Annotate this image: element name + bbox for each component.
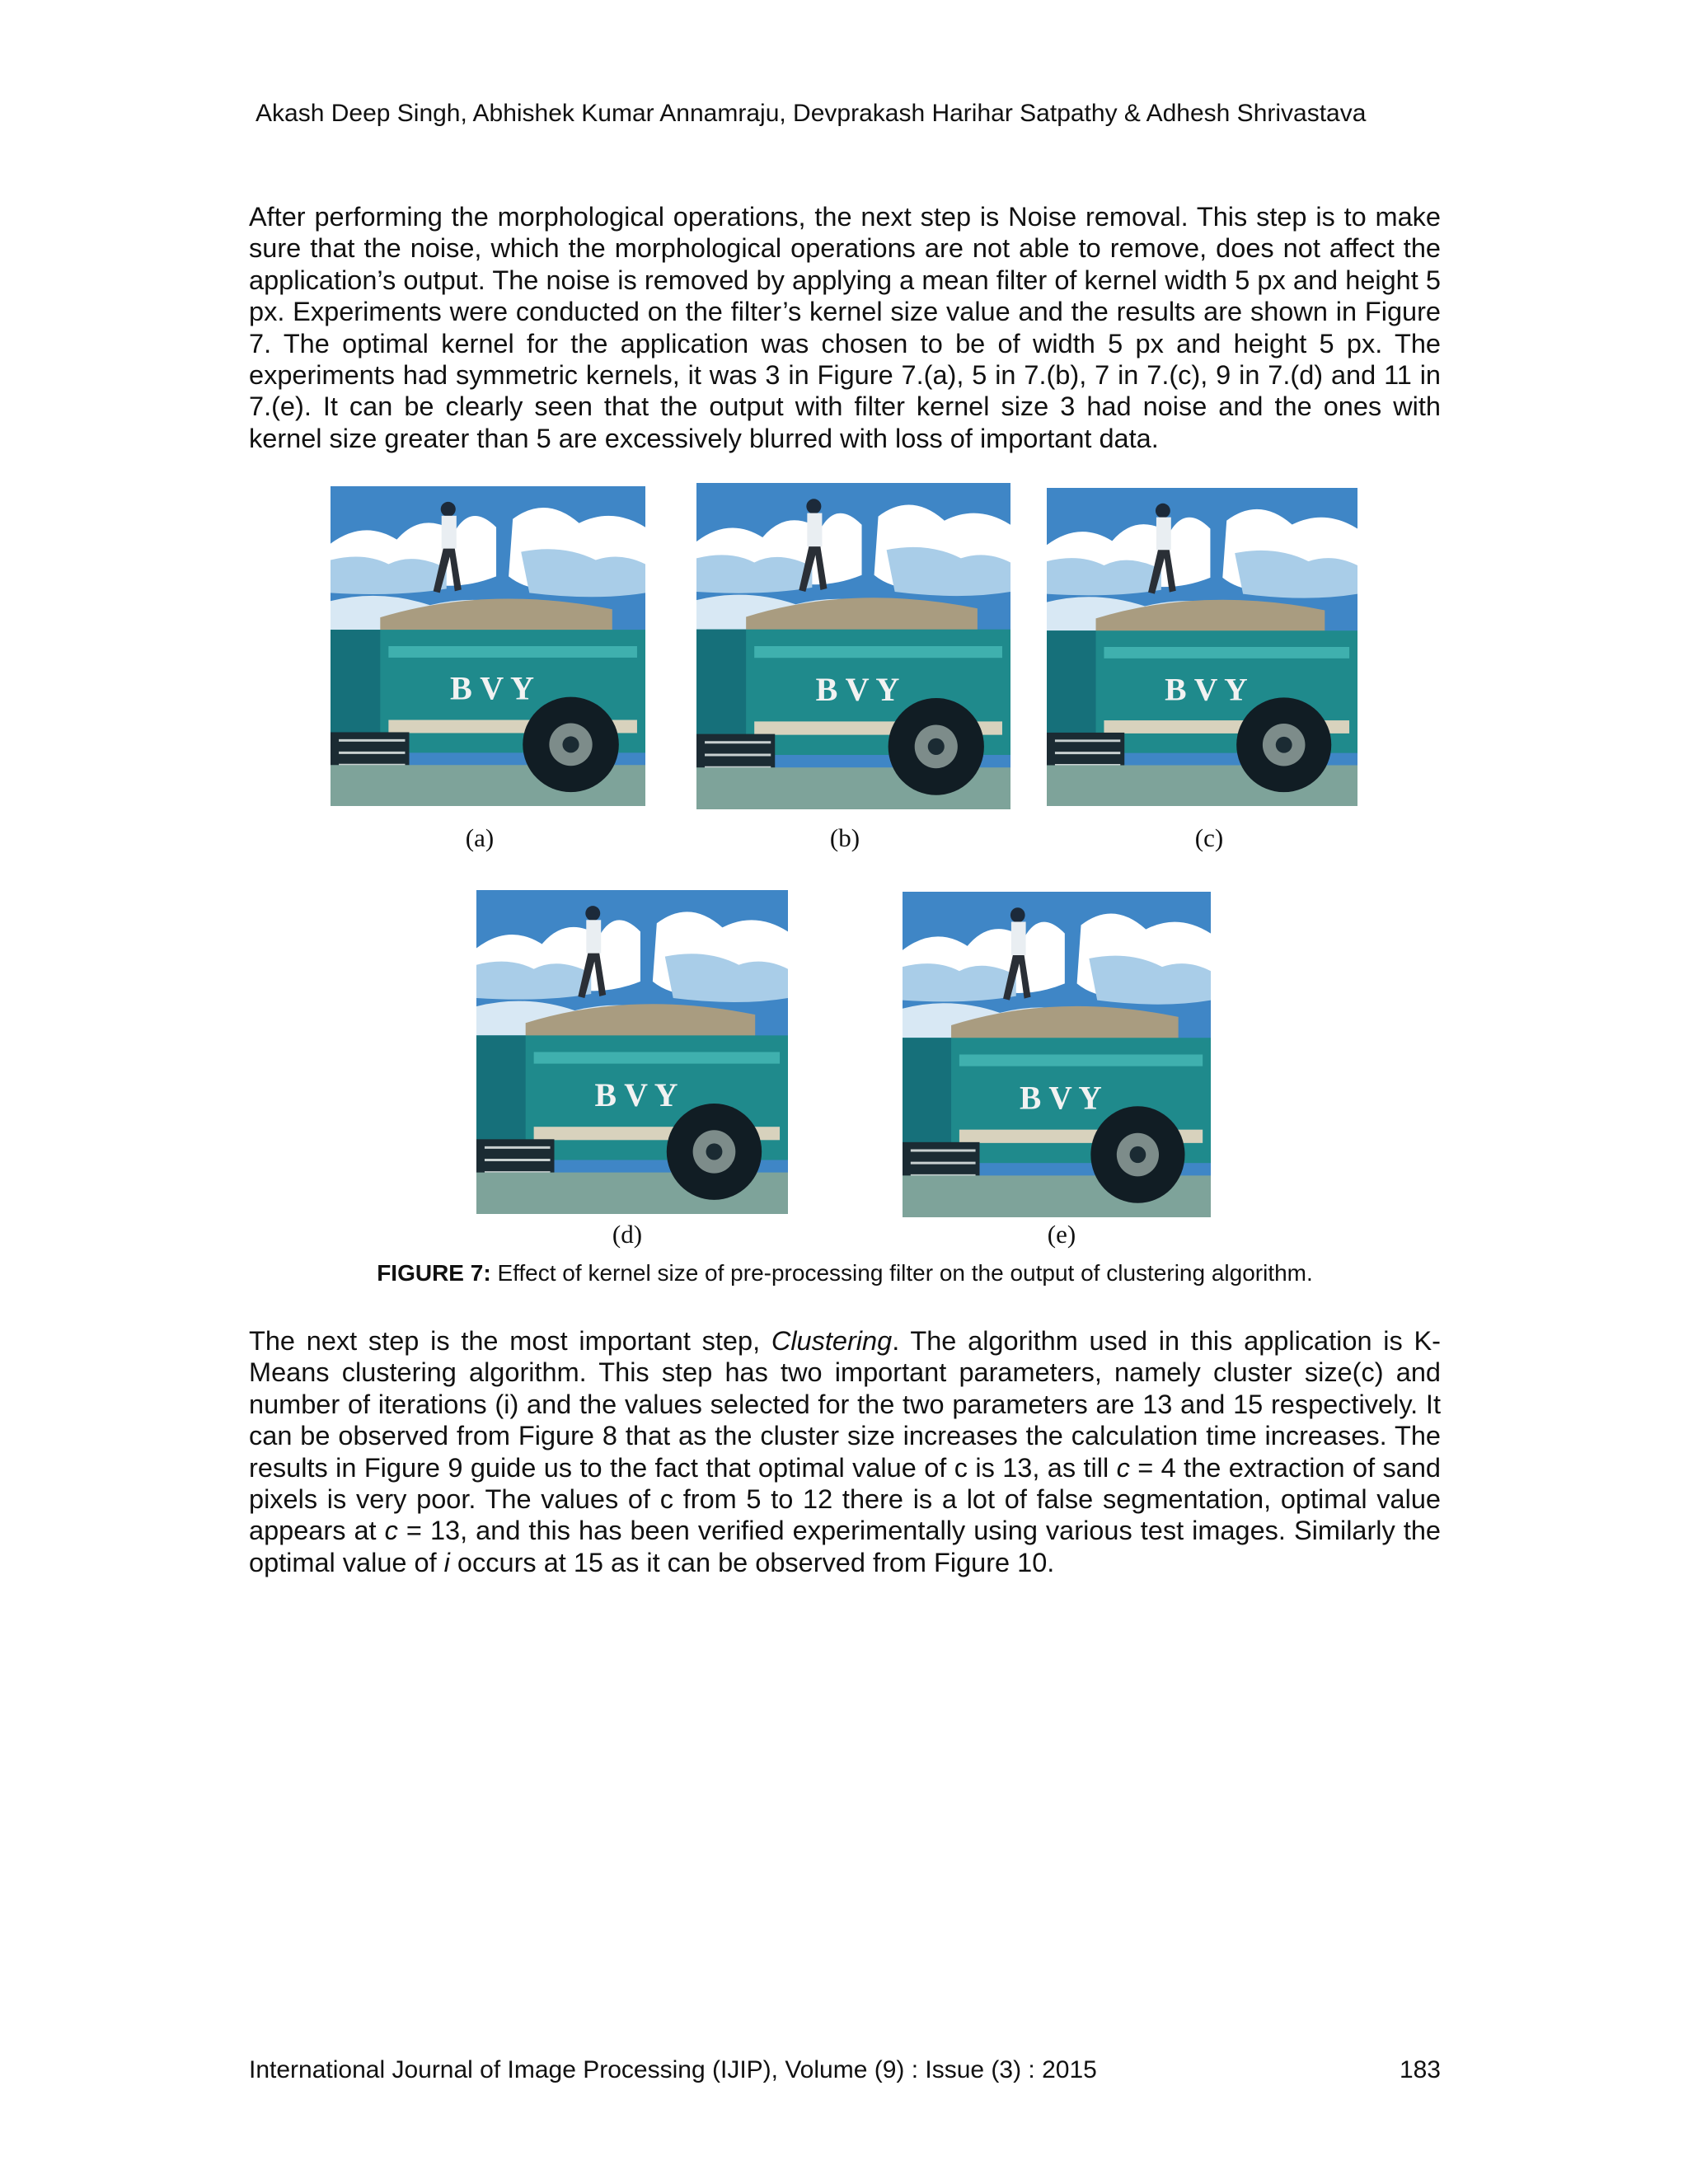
figure-panel-b	[696, 483, 1010, 809]
figure-caption-text: Effect of kernel size of pre-processing filter on the output of clustering algorithm.	[490, 1260, 1313, 1286]
figure-caption	[249, 1259, 1441, 1287]
panel-label-a: (a)	[465, 823, 495, 852]
page-number: 183	[1399, 2056, 1441, 2083]
panel-c-truck-text: B V Y	[1165, 671, 1248, 708]
panel-label-e: (e)	[1047, 1220, 1076, 1249]
panel-d-truck-text: B V Y	[594, 1076, 678, 1114]
running-header-authors: Akash Deep Singh, Abhishek Kumar Annamraju, Devprakash Harihar Satpathy & Adhesh Shrivastava	[256, 100, 1367, 127]
panel-label-c: (c)	[1194, 823, 1224, 852]
page-footer	[249, 2055, 1441, 2085]
panel-b-truck-text: B V Y	[815, 670, 900, 709]
figure-panel-e	[903, 892, 1211, 1217]
body-paragraph-clustering: The next step is the most important step, Clustering. The algorithm used in this application is K-Means clustering algorithm. This step has two important parameters, namely cluster size(c) and number of iterations (i) and the values selected for the two parameters are 13 and 15 respectively. It can be observed from Figure 8 that as the cluster size increases the calculation time increases. The results in Figure 9 guide us to the fact that optimal value of c is 13, as till c = 4 the extraction of sand pixels is very poor. The values of c from 5 to 12 there is a lot of false segmentation, optimal value appears at c = 13, and this has been verified experimentally using various test images. Similarly the optimal value of i occurs at 15 as it can be observed from Figure 10.	[249, 1326, 1441, 1577]
panel-a-truck-text: B V Y	[449, 669, 535, 707]
panel-label-d: (d)	[612, 1220, 643, 1249]
figure-panel-a	[331, 486, 645, 806]
figure-panel-c	[1047, 488, 1357, 806]
panel-label-b: (b)	[829, 823, 860, 852]
figure-caption-label: FIGURE 7:	[377, 1260, 491, 1286]
figure-panel-d	[476, 890, 788, 1214]
footer-journal: International Journal of Image Processing (IJIP), Volume (9) : Issue (3) : 2015	[249, 2056, 1097, 2083]
body-paragraph-noise-removal: After performing the morphological operations, the next step is Noise removal. This step is to make sure that the noise, which the morphological operations are not able to remove, does not affect the application’s output. The noise is removed by applying a mean filter of kernel width 5 px and height 5 px. Experiments were conducted on the filter’s kernel size value and the results are shown in Figure 7. The optimal kernel for the application was chosen to be of width 5 px and height 5 px. The experiments had symmetric kernels, it was 3 in Figure 7.(a), 5 in 7.(b), 7 in 7.(c), 9 in 7.(d) and 11 in 7.(e). It can be clearly seen that the output with filter kernel size 3 had noise and the ones with kernel size greater than 5 are excessively blurred with loss of important data.	[249, 202, 1441, 453]
panel-e-truck-text: B V Y	[1019, 1078, 1102, 1117]
